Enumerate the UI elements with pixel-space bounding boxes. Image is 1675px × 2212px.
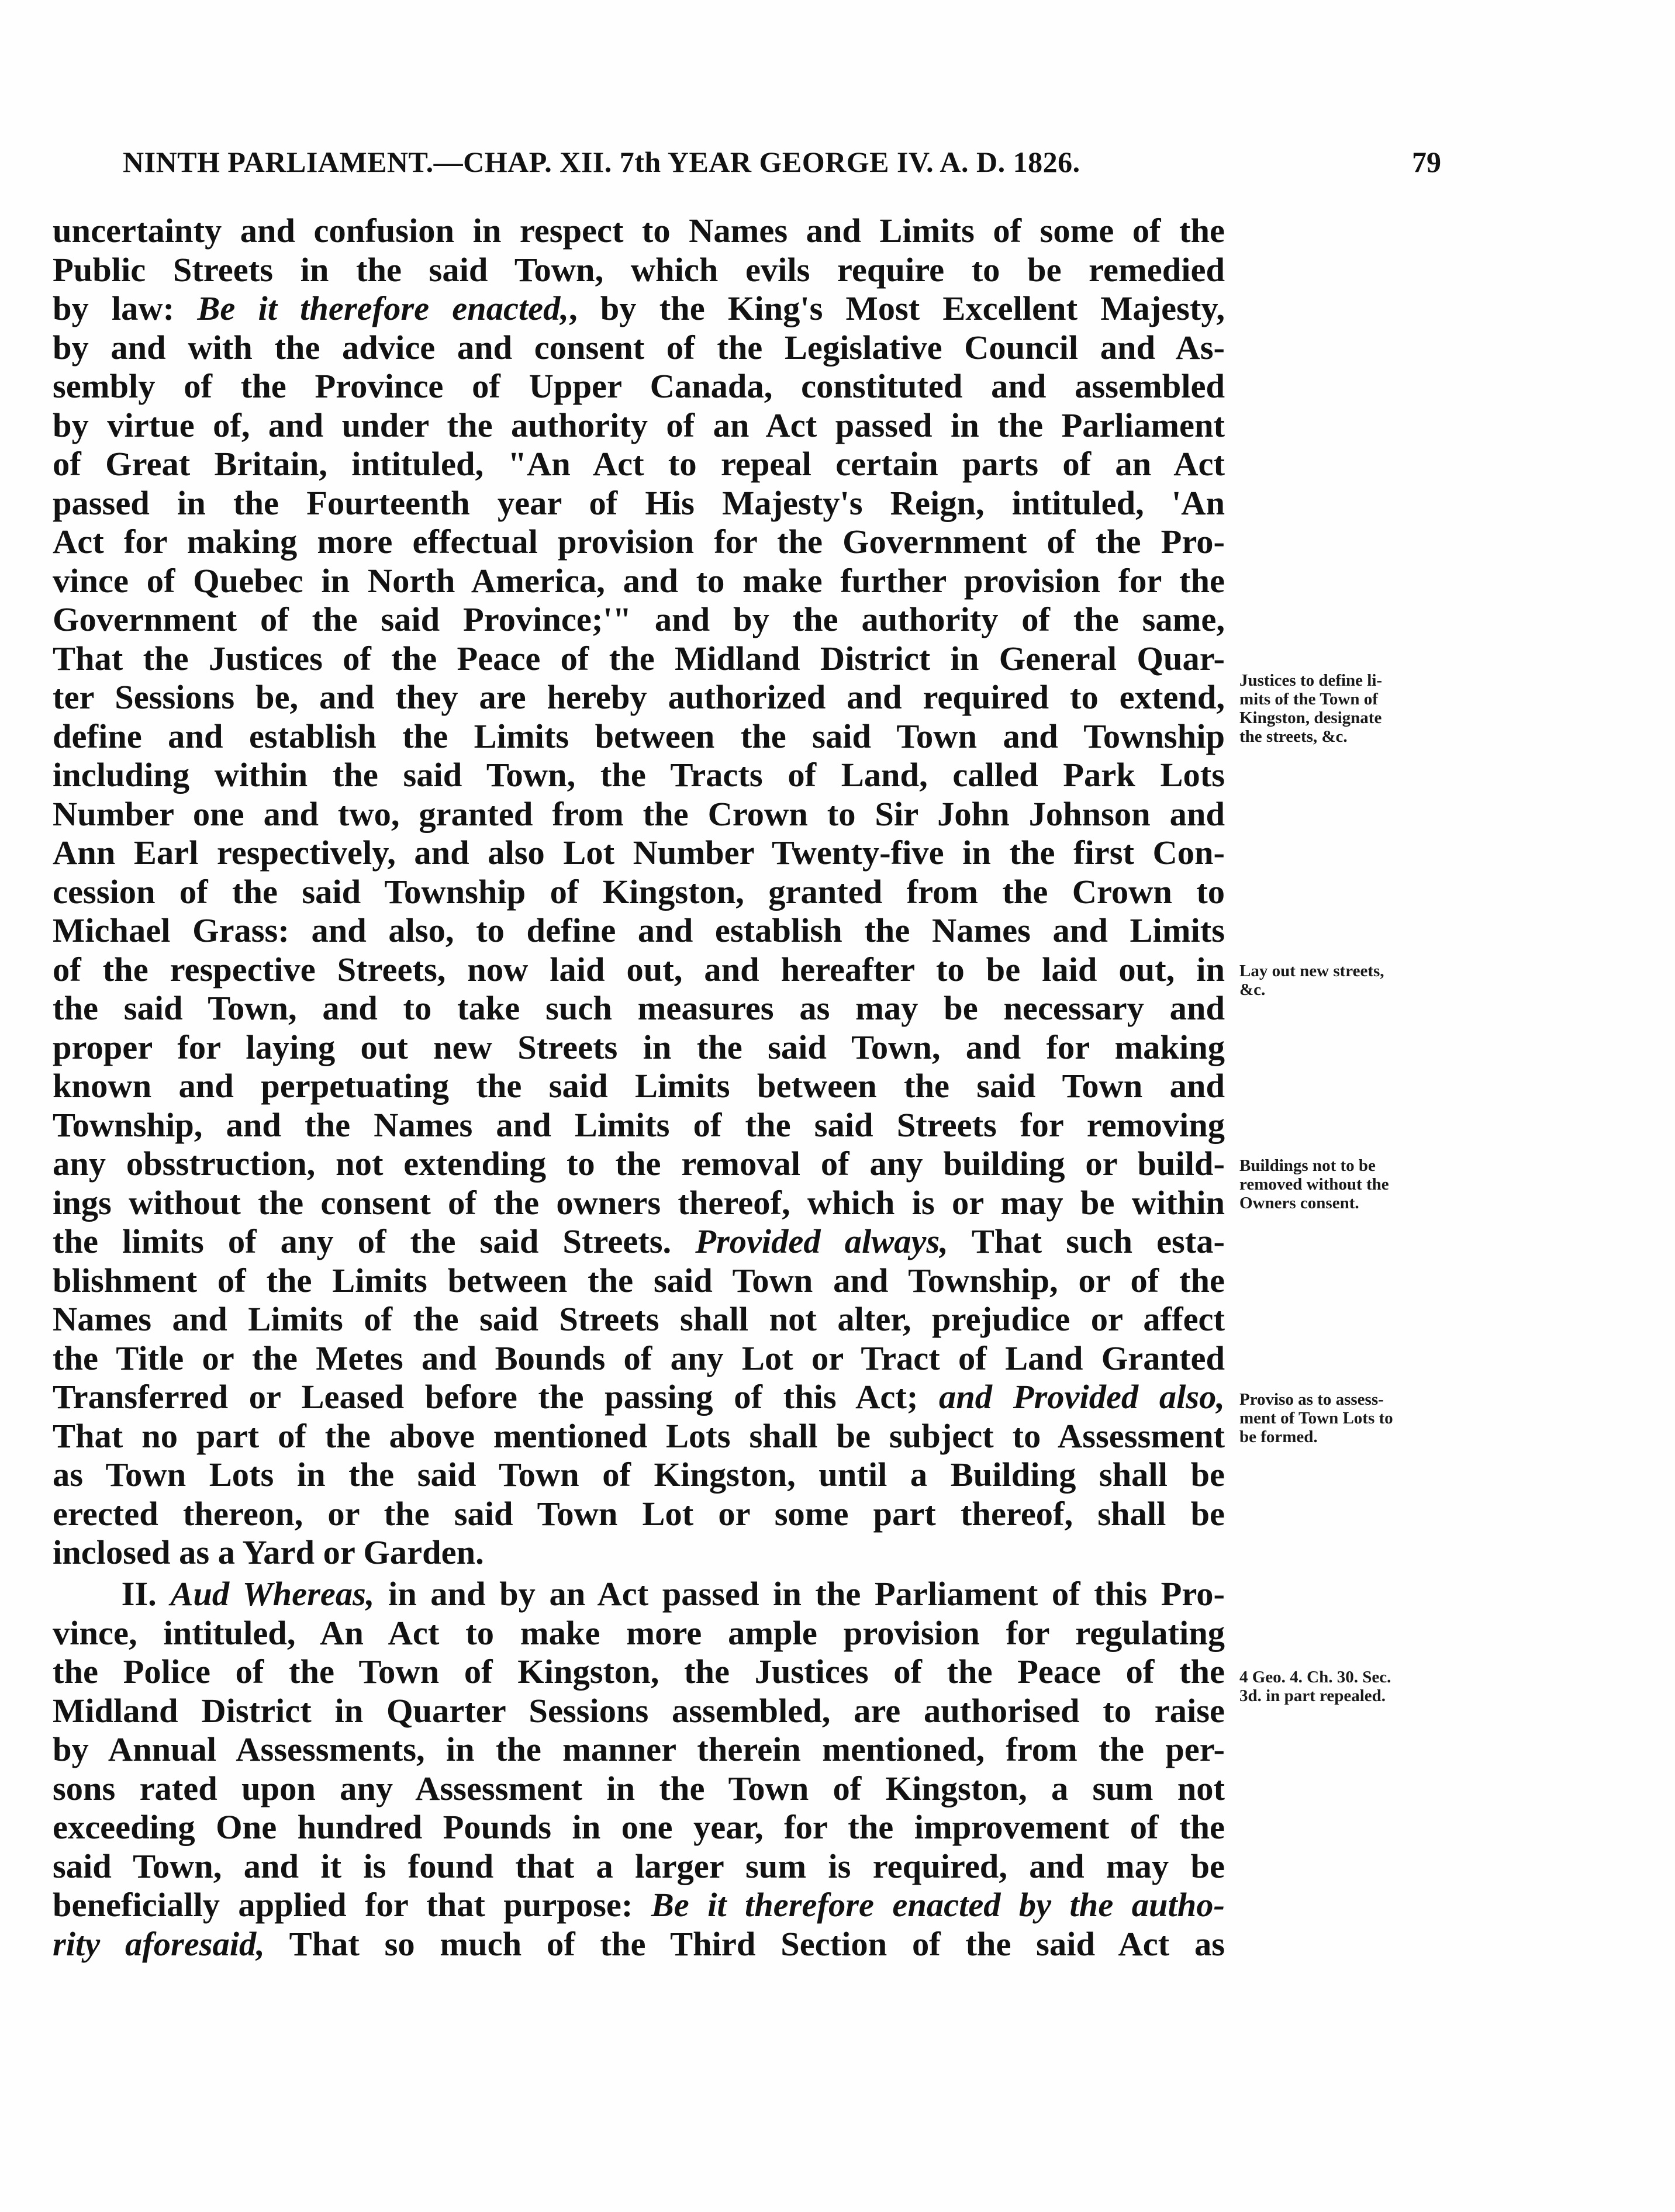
text-segment: beneficially applied for that purpose: xyxy=(53,1886,633,1924)
text-line xyxy=(53,1339,1225,1378)
text-segment: Township, and the Names and Limits of the said Streets for removing xyxy=(53,1105,1225,1144)
text-segment: sembly of the Province of Upper Canada, constituted and assembled xyxy=(53,367,1225,405)
text-line xyxy=(53,329,1225,368)
text-line xyxy=(53,1028,1225,1067)
text-line xyxy=(53,873,1225,912)
text-segment: Number one and two, granted from the Crown to Sir John Johnson and xyxy=(53,794,1225,833)
margin-note-line: 4 Geo. 4. Ch. 30. Sec. xyxy=(1239,1668,1391,1686)
text-segment: Public Streets in the said Town, which evils require to be remedied xyxy=(53,250,1225,289)
section-two-paragraph xyxy=(53,1575,1225,1964)
italic-text: Aud Whereas, xyxy=(170,1575,375,1613)
text-line xyxy=(53,1847,1225,1886)
text-segment: inclosed as a Yard or Garden. xyxy=(53,1533,484,1571)
text-segment: the said Town, and to take such measures as may be necessary and xyxy=(53,989,1225,1027)
text-line xyxy=(53,289,1225,329)
text-segment: of Great Britain, intituled, "An Act to repeal certain parts of an Act xyxy=(53,445,1225,483)
text-segment: Midland District in Quarter Sessions assembled, are authorised to raise xyxy=(53,1691,1225,1730)
text-line xyxy=(53,1925,1225,1964)
text-segment: of the respective Streets, now laid out, and hereafter to be laid out, in xyxy=(53,950,1225,989)
text-line xyxy=(53,212,1225,251)
text-segment: ter Sessions be, and they are hereby authorized and required to extend, xyxy=(53,678,1225,716)
text-segment: sons rated upon any Assessment in the Town of Kingston, a sum not xyxy=(53,1769,1225,1807)
text-line xyxy=(53,600,1225,640)
text-line xyxy=(53,1495,1225,1534)
text-line xyxy=(53,562,1225,601)
margin-note-new-streets xyxy=(1239,962,1467,999)
text-line xyxy=(53,1614,1225,1653)
margin-note-line: &c. xyxy=(1239,980,1266,999)
text-segment: define and establish the Limits between the said Town and Township xyxy=(53,717,1225,755)
text-segment: in and by an Act passed in the Parliament of this Pro- xyxy=(388,1575,1225,1613)
text-line xyxy=(53,1261,1225,1301)
text-line xyxy=(53,1456,1225,1495)
text-segment: passed in the Fourteenth year of His Majesty's Reign, intituled, 'An xyxy=(53,483,1225,522)
text-line xyxy=(53,678,1225,717)
text-line xyxy=(53,756,1225,795)
text-line xyxy=(53,1184,1225,1223)
margin-note-line: ment of Town Lots to xyxy=(1239,1409,1393,1428)
page-number: 79 xyxy=(1412,146,1441,178)
margin-note-assessment-proviso xyxy=(1239,1390,1467,1446)
text-segment: the Police of the Town of Kingston, the Justices of the Peace of the xyxy=(53,1653,1225,1691)
text-line xyxy=(53,834,1225,873)
text-segment: exceeding One hundred Pounds in one year, for the improvement of the xyxy=(53,1808,1225,1846)
text-segment: by Annual Assessments, in the manner therein mentioned, from the per- xyxy=(53,1730,1225,1768)
text-line xyxy=(53,1575,1225,1614)
text-line xyxy=(53,523,1225,562)
margin-note-line: Justices to define li- xyxy=(1239,671,1383,690)
text-line xyxy=(53,1417,1225,1456)
text-segment: any obsstruction, not extending to the removal of any building or build- xyxy=(53,1145,1225,1183)
text-line xyxy=(53,1300,1225,1339)
margin-note-line: 3d. in part repealed. xyxy=(1239,1686,1386,1705)
text-segment: Ann Earl respectively, and also Lot Number Twenty-five in the first Con- xyxy=(53,834,1225,872)
text-segment: That no part of the above mentioned Lots shall be subject to Assessment xyxy=(53,1416,1225,1455)
text-segment: as Town Lots in the said Town of Kingston, until a Building shall be xyxy=(53,1456,1225,1494)
text-line xyxy=(53,1886,1225,1925)
running-head: NINTH PARLIAMENT.—CHAP. XII. 7th YEAR GEORGE IV. A. D. 1826. xyxy=(123,146,1080,178)
text-line xyxy=(53,1808,1225,1847)
text-line xyxy=(53,989,1225,1028)
text-segment: said Town, and it is found that a larger sum is required, and may be xyxy=(53,1847,1225,1885)
text-line xyxy=(53,367,1225,406)
text-segment: erected thereon, or the said Town Lot or some part thereof, shall be xyxy=(53,1494,1225,1533)
text-segment: by virtue of, and under the authority of an Act passed in the Parliament xyxy=(53,406,1225,444)
text-segment: the Title or the Metes and Bounds of any Lot or Tract of Land Granted xyxy=(53,1339,1225,1377)
text-line xyxy=(53,406,1225,445)
text-line xyxy=(53,1533,1225,1572)
text-line xyxy=(53,951,1225,990)
text-line xyxy=(53,1692,1225,1731)
text-line xyxy=(53,1067,1225,1106)
text-line xyxy=(53,1378,1225,1417)
text-line xyxy=(53,1145,1225,1184)
section-one-paragraph xyxy=(53,212,1225,1572)
text-segment: ings without the consent of the owners thereof, which is or may be within xyxy=(53,1183,1225,1222)
italic-text: Be it therefore enacted by the autho- xyxy=(651,1886,1225,1924)
text-line xyxy=(53,1106,1225,1145)
margin-note-line: Proviso as to assess- xyxy=(1239,1390,1384,1409)
text-line xyxy=(53,1730,1225,1769)
text-segment: Government of the said Province;'" and by the authority of the same, xyxy=(53,600,1225,638)
text-segment: the limits of any of the said Streets. xyxy=(53,1222,672,1260)
margin-note-line: Buildings not to be xyxy=(1239,1156,1376,1175)
margin-note-line: Owners consent. xyxy=(1239,1194,1359,1212)
text-line xyxy=(53,1653,1225,1692)
text-segment: That such esta- xyxy=(971,1222,1225,1260)
text-line xyxy=(53,911,1225,951)
text-segment: cession of the said Township of Kingston, granted from the Crown to xyxy=(53,872,1225,911)
text-segment: Michael Grass: and also, to define and establish the Names and Limits xyxy=(53,911,1225,949)
text-segment: Names and Limits of the said Streets shall not alter, prejudice or affect xyxy=(53,1300,1225,1338)
text-segment: proper for laying out new Streets in the said Town, and for making xyxy=(53,1028,1225,1066)
text-segment: vince of Quebec in North America, and to make further provision for the xyxy=(53,561,1225,600)
text-segment: uncertainty and confusion in respect to Names and Limits of some of the xyxy=(53,212,1225,250)
margin-note-line: mits of the Town of xyxy=(1239,690,1378,708)
text-segment: including within the said Town, the Tracts of Land, called Park Lots xyxy=(53,756,1225,794)
margin-note-line: removed without the xyxy=(1239,1175,1389,1194)
text-segment: by law: xyxy=(53,289,175,327)
text-segment: Transferred or Leased before the passing of this Act; xyxy=(53,1378,918,1416)
margin-note-buildings xyxy=(1239,1156,1467,1212)
text-segment: vince, intituled, An Act to make more ample provision for regulating xyxy=(53,1613,1225,1652)
text-line xyxy=(53,251,1225,290)
text-segment: That so much of the Third Section of the said Act as xyxy=(289,1924,1225,1963)
margin-note-line: Lay out new streets, xyxy=(1239,962,1384,980)
margin-note-statute-citation xyxy=(1239,1668,1467,1705)
text-line xyxy=(53,795,1225,834)
text-segment: Act for making more effectual provision for the Government of the Pro- xyxy=(53,523,1225,561)
margin-note-line: Kingston, designate xyxy=(1239,708,1382,727)
text-segment: , by the King's Most Excellent Majesty, xyxy=(569,289,1225,327)
text-line xyxy=(53,1769,1225,1809)
margin-note-justices-limits xyxy=(1239,671,1467,746)
italic-text: Provided always, xyxy=(695,1222,948,1260)
margin-note-line: the streets, &c. xyxy=(1239,727,1348,746)
section-number: II. xyxy=(121,1575,157,1613)
text-segment: That the Justices of the Peace of the Midland District in General Quar- xyxy=(53,639,1225,678)
italic-text: Be it therefore enacted, xyxy=(197,289,569,327)
text-segment: known and perpetuating the said Limits between the said Town and xyxy=(53,1067,1225,1105)
text-line xyxy=(53,445,1225,484)
text-line xyxy=(53,640,1225,679)
text-segment: blishment of the Limits between the said Town and Township, or of the xyxy=(53,1261,1225,1299)
text-line xyxy=(53,717,1225,756)
text-segment: by and with the advice and consent of the Legislative Council and As- xyxy=(53,328,1225,367)
text-line xyxy=(53,1222,1225,1261)
italic-text: rity aforesaid, xyxy=(53,1924,265,1963)
text-line xyxy=(53,484,1225,523)
italic-text: and Provided also, xyxy=(939,1378,1225,1416)
margin-note-line: be formed. xyxy=(1239,1428,1318,1446)
